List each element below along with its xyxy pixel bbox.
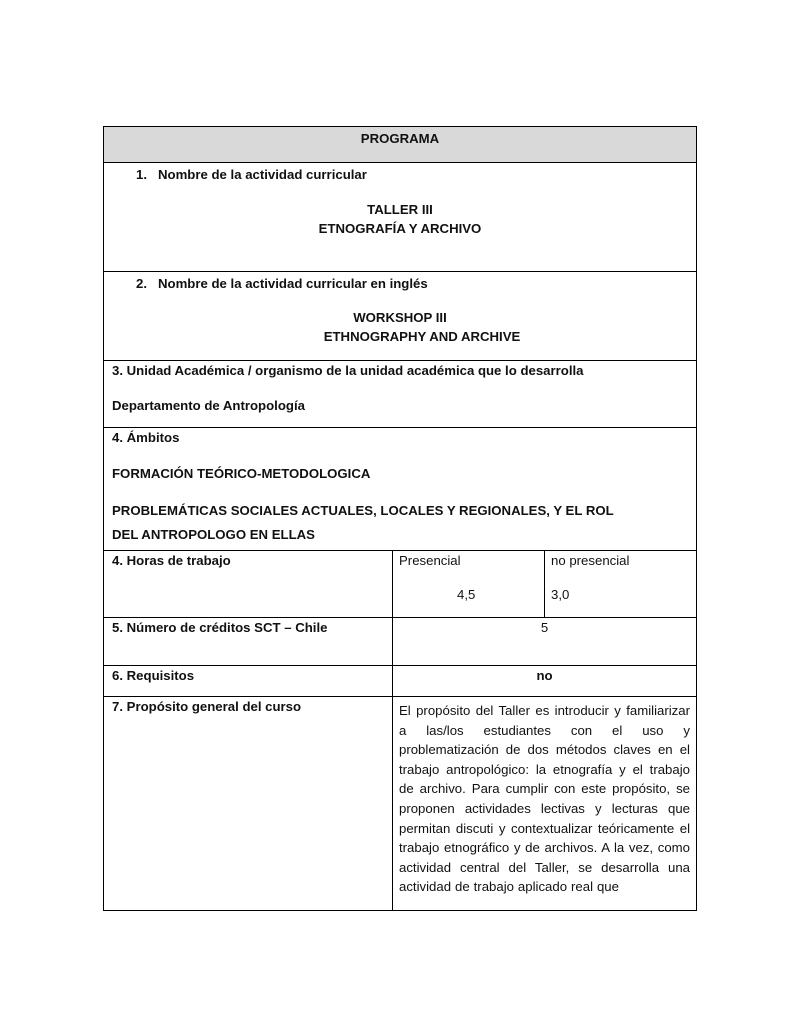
table-header-row [104, 127, 697, 163]
section-academic-unit [104, 361, 697, 428]
no-presencial-label: no presencial [551, 553, 630, 568]
purpose-text-cell [393, 697, 697, 911]
activity-name-english-line1: WORKSHOP III [353, 309, 447, 325]
credits-heading: 5. Número de créditos SCT – Chile [112, 620, 328, 635]
activity-name-english-number: 2. [136, 276, 147, 291]
credits-label-cell [104, 618, 393, 666]
work-hours-heading: 4. Horas de trabajo [112, 553, 231, 568]
section-activity-name [104, 163, 697, 272]
purpose-label-cell [104, 697, 393, 911]
academic-unit-heading: 3. Unidad Académica / organismo de la unidad académica que lo desarrolla [112, 363, 584, 378]
activity-name-heading [104, 163, 696, 185]
section-activity-name-english [104, 272, 697, 361]
credits-value: 5 [540, 620, 549, 635]
activity-name-english-heading [104, 272, 696, 294]
no-presencial-cell [545, 551, 697, 618]
academic-unit-value: Departamento de Antropología [112, 397, 305, 413]
ambitos-heading: 4. Ámbitos [112, 430, 180, 445]
program-table [103, 126, 697, 911]
purpose-heading: 7. Propósito general del curso [112, 699, 302, 714]
presencial-cell [393, 551, 545, 618]
academic-unit-cell [104, 361, 697, 428]
activity-name-heading-text: Nombre de la actividad curricular [158, 167, 367, 182]
requirements-heading: 6. Requisitos [112, 668, 195, 683]
ambitos-item-1: FORMACIÓN TEÓRICO-METODOLOGICA [112, 465, 371, 481]
no-presencial-value: 3,0 [551, 586, 570, 602]
section-requirements [104, 666, 697, 697]
activity-name-line2: ETNOGRAFÍA Y ARCHIVO [318, 221, 482, 237]
section-purpose [104, 697, 697, 911]
requirements-value: no [536, 668, 553, 683]
activity-name-english-cell [104, 272, 697, 361]
activity-name-line1: TALLER III [367, 201, 433, 217]
activity-name-english-line2: ETHNOGRAPHY AND ARCHIVE [323, 329, 521, 345]
section-ambitos [104, 428, 697, 551]
purpose-text: El propósito del Taller es introducir y familiarizar a las/los estudiantes con el uso y problematización de dos métodos claves en el trabajo antropológico: la etnografía y el trabajo de archivo. Para cumplir con este propósito, se proponen actividades lectivas y lecturas que permitan discuti y contextualizar teóricamente el trabajo etnográfico y de archivos. A la vez, como actividad central del Taller, se desarrolla una actividad de trabajo aplicado real que [399, 703, 690, 895]
requirements-value-cell [393, 666, 697, 697]
activity-name-cell [104, 163, 697, 272]
section-credits [104, 618, 697, 666]
presencial-label: Presencial [399, 553, 461, 568]
section-work-hours [104, 551, 697, 618]
ambitos-item-2: PROBLEMÁTICAS SOCIALES ACTUALES, LOCALES Y REGIONALES, Y EL ROL DEL ANTROPOLOGO EN ELLAS [112, 503, 614, 543]
work-hours-label-cell [104, 551, 393, 618]
activity-name-number: 1. [136, 167, 147, 182]
header-cell [104, 127, 697, 163]
activity-name-english-heading-text: Nombre de la actividad curricular en inglés [158, 276, 428, 291]
credits-value-cell [393, 618, 697, 666]
requirements-label-cell [104, 666, 393, 697]
ambitos-cell [104, 428, 697, 551]
presencial-value: 4,5 [457, 586, 476, 602]
page-title: PROGRAMA [360, 131, 440, 146]
